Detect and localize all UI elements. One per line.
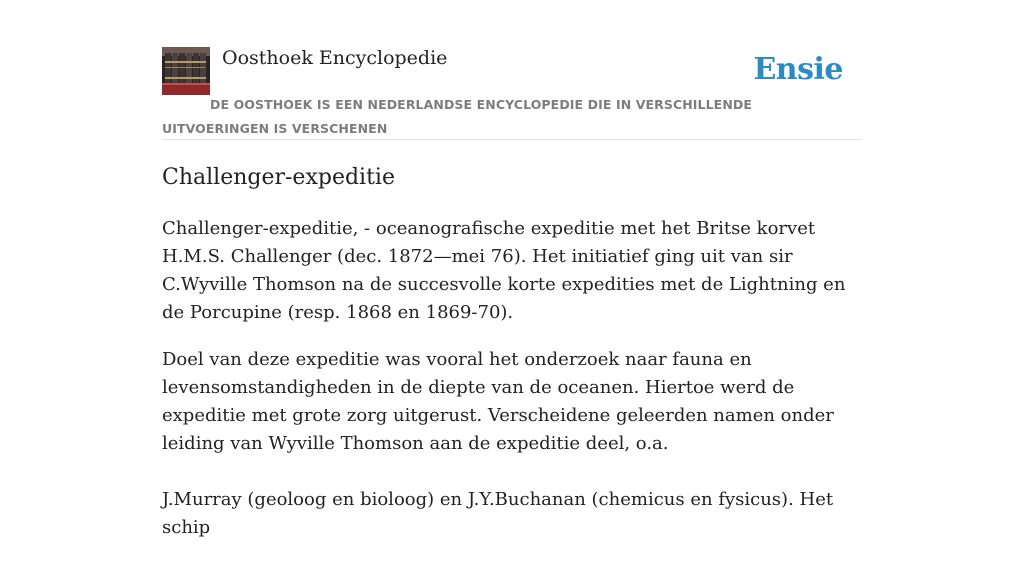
site-header: [162, 44, 862, 140]
site-name[interactable]: Oosthoek Encyclopedie: [222, 47, 448, 69]
site-tagline: DE OOSTHOEK IS EEN NEDERLANDSE ENCYCLOPEDIE DIE IN VERSCHILLENDE UITVOERINGEN IS VERSCHENEN: [162, 97, 752, 136]
article-paragraph: Doel van deze expeditie was vooral het onderzoek naar fauna en levensomstandigheden in de diepte van de oceanen. Hiertoe werd de expeditie met grote zorg uitgerust. Verscheidene geleerden namen onder leiding van Wyville Thomson aan de expeditie deel, o.a.: [162, 349, 834, 454]
article-paragraph: Challenger-expeditie, - oceanografische expeditie met het Britse korvet H.M.S. Challenger (dec. 1872—mei 76). Het initiatief ging uit van sir C.Wyville Thomson na de succesvolle korte expedities met de Lightning en de Porcupine (resp. 1868 en 1869-70).: [162, 218, 846, 323]
article-title: Challenger-expeditie: [162, 165, 395, 190]
book-spines-icon: [162, 47, 210, 95]
article-body: [162, 215, 862, 561]
article-paragraph: J.Murray (geoloog en bioloog) en J.Y.Buchanan (chemicus en fysicus). Het schip: [162, 489, 834, 538]
site-avatar[interactable]: [162, 47, 210, 95]
brand-logo[interactable]: Ensie: [753, 52, 843, 87]
